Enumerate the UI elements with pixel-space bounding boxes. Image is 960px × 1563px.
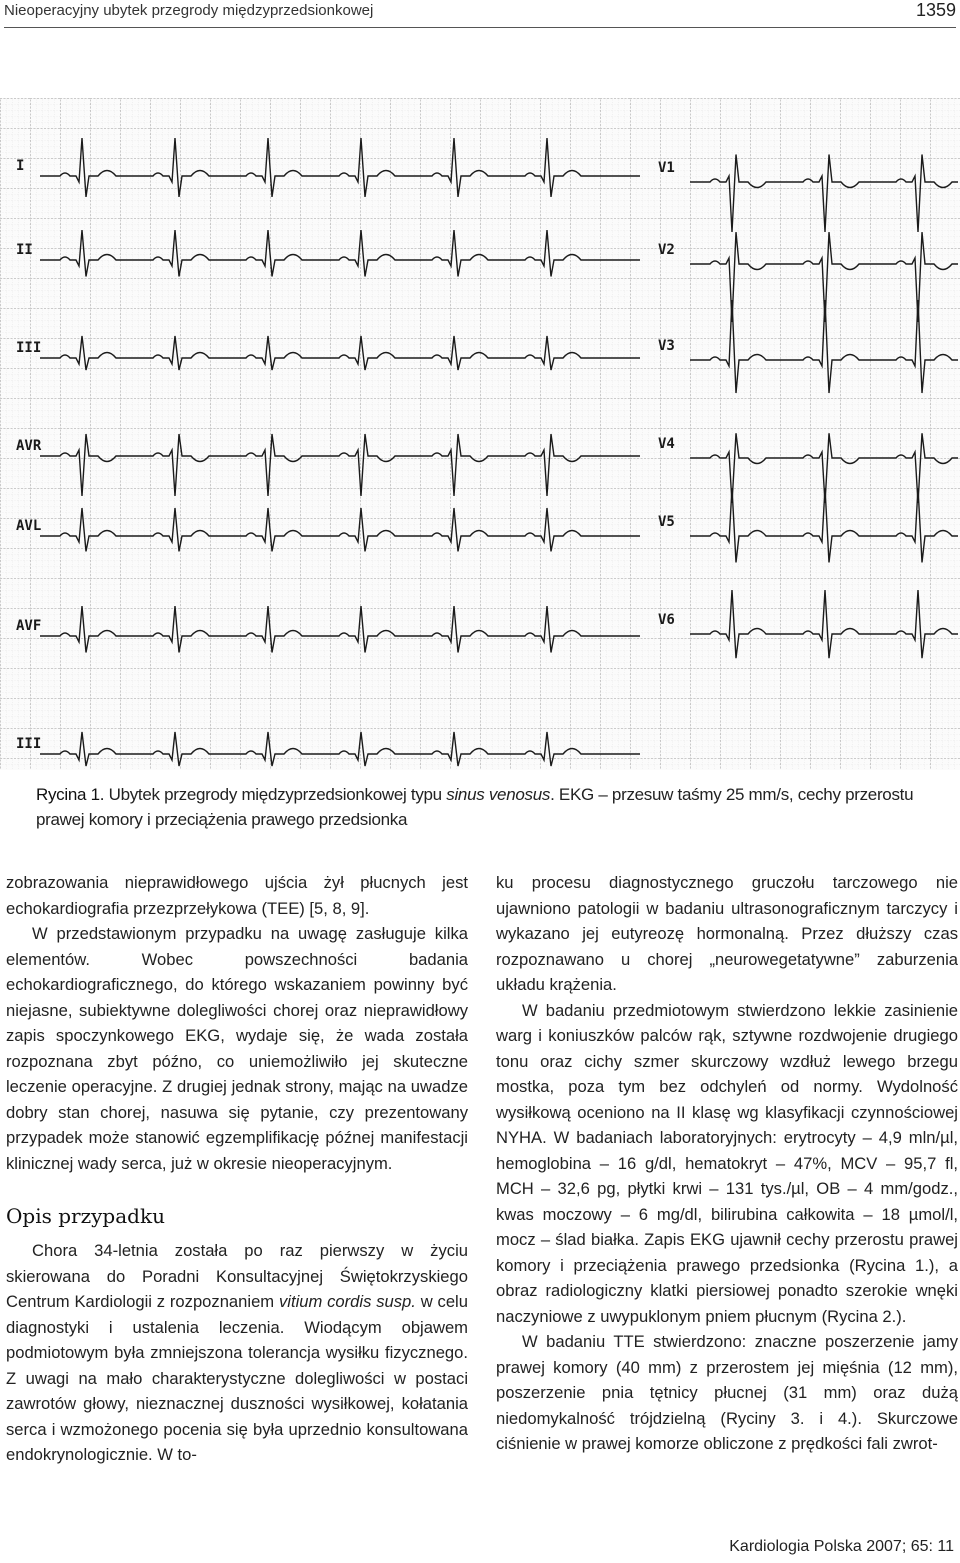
paragraph: ku procesu diagnostycznego gruczołu tarczowego nie ujawniono patologii w badaniu ultrasonograficznym tarczycy i wykazano jej eutyreozę hormonalną. Przez dłuższy czas rozpoznawano u chorej „neurowegetatywne” zaburzenia układu krążenia.	[496, 873, 958, 994]
ecg-tracing-image	[0, 98, 960, 770]
section-heading: Opis przypadku	[6, 1204, 165, 1228]
lead-label-left: I	[16, 158, 25, 174]
paragraph: W przedstawionym przypadku na uwagę zasługuje kilka elementów. Wobec powszechności badania echokardiograficznego, do którego wskazaniem powinny być niejasne, subiektywne dolegliwości chorej oraz nieprawidłowy zapis spoczynkowego EKG, wydaje się, że wada została rozpoznana zbyt późno, co uniemożliwiło jej skuteczne leczenie operacyjne. Z drugiej jednak strony, mając na uwadze dobry stan chorej, nasuwa się pytanie, czy prezentowany przypadek może stanowić egzemplifikację późnej manifestacji klinicznej wady serca, już w okresie nieoperacyjnym.	[6, 924, 468, 1173]
caption-italic: sinus venosus	[446, 785, 551, 804]
lead-label-left: III	[16, 736, 42, 752]
lead-label-right: V4	[658, 436, 675, 452]
lead-label-left: AVF	[16, 618, 42, 634]
page-number: 1359	[915, 0, 956, 20]
paragraph: W badaniu TTE stwierdzono: znaczne poszerzenie jamy prawej komory (40 mm) z przerostem jej mięśnia (12 mm), poszerzenie pnia tętnicy płucnej (31 mm) oraz dużą niedomykalność trójdzielną (Ryciny 3. i 4.). Skurczowe ciśnienie w prawej komorze obliczone z prędkości fali zwrot-	[496, 1332, 958, 1453]
caption-label: Rycina 1.	[36, 785, 105, 804]
lead-label-right: V1	[658, 160, 675, 176]
paragraph: W badaniu przedmiotowym stwierdzono lekkie zasinienie warg i koniuszków palców rąk, sztywne rozdwojenie drugiego tonu oraz cichy szmer skurczowy wzdłuż lewego brzegu mostka, poza tym bez odchyleń od normy. Wydolność wysiłkową oceniono na II klasę wg klasyfikacji czynnościowej NYHA. W badaniach laboratoryjnych: erytrocyty – 4,9 mln/µl, hemoglobina – 16 g/dl, hematokryt – 47%, MCV – 95,7 fl, MCH – 32,6 pg, płytki krwi – 131 tys./µl, OB – 4 mm/godz., kwas moczowy – 6 mg/dl, bilirubina całkowita – 18 µmol/l, mocz – ślad białka. Zapis EKG ujawnił cechy przerostu prawej komory i przeciążenia prawego przedsionka (Rycina 1.), a obraz radiologiczny klatki piersiowej ponadto szerokie wnęki naczyniowe z uwypuklonym pniem płucnym (Rycina 2.).	[496, 1000, 958, 1326]
lead-label-right: V3	[658, 338, 675, 354]
caption-text-b: . EKG – przesuw taśmy 25 mm/s, cechy przerostu prawej komory i przeciążenia prawego przedsionka	[36, 785, 914, 829]
paragraph-text: Chora 34-letnia została po raz pierwszy w życiu skierowana do Poradni Konsultacyjnej Świętokrzyskiego Centrum Kardiologii z rozpoznaniem	[6, 1241, 468, 1311]
paragraph	[6, 1238, 468, 1468]
page-header	[4, 0, 956, 28]
lead-label-left: II	[16, 242, 33, 258]
lead-label-left: AVL	[16, 518, 42, 534]
ecg-figure	[0, 98, 960, 770]
running-title: Nieoperacyjny ubytek przegrody międzyprzedsionkowej	[4, 2, 374, 19]
lead-label-right: V2	[658, 242, 675, 258]
lead-label-right: V6	[658, 612, 675, 628]
journal-footer: Kardiologia Polska 2007; 65: 11	[729, 1538, 954, 1555]
figure-caption	[36, 782, 928, 832]
paragraph: zobrazowania nieprawidłowego ujścia żył płucnych jest echokardiografia przezprzełykowa (TEE) [5, 8, 9].	[6, 873, 468, 918]
paragraph-italic: vitium cordis susp.	[278, 1292, 416, 1311]
left-column	[6, 870, 468, 1468]
paragraph-text: w celu diagnostyki i ustalenia leczenia. Wiodącym objawem podmiotowym była zmniejszona tolerancja wysiłku fizycznego. Z uwagi na mało charakterystyczne dolegliwości w postaci zawrotów głowy, nieznacznej duszności wysiłkowej, kołatania serca i wzmożonego pocenia się była uprzednio konsultowana endokrynologicznie. W to-	[6, 1292, 468, 1464]
header-rule	[4, 27, 956, 28]
right-column	[496, 870, 958, 1457]
lead-label-left: AVR	[16, 438, 42, 454]
ecg-grid	[0, 98, 960, 770]
caption-text-a: Ubytek przegrody międzyprzedsionkowej typu	[104, 785, 447, 804]
lead-label-left: III	[16, 340, 42, 356]
lead-label-right: V5	[658, 514, 675, 530]
